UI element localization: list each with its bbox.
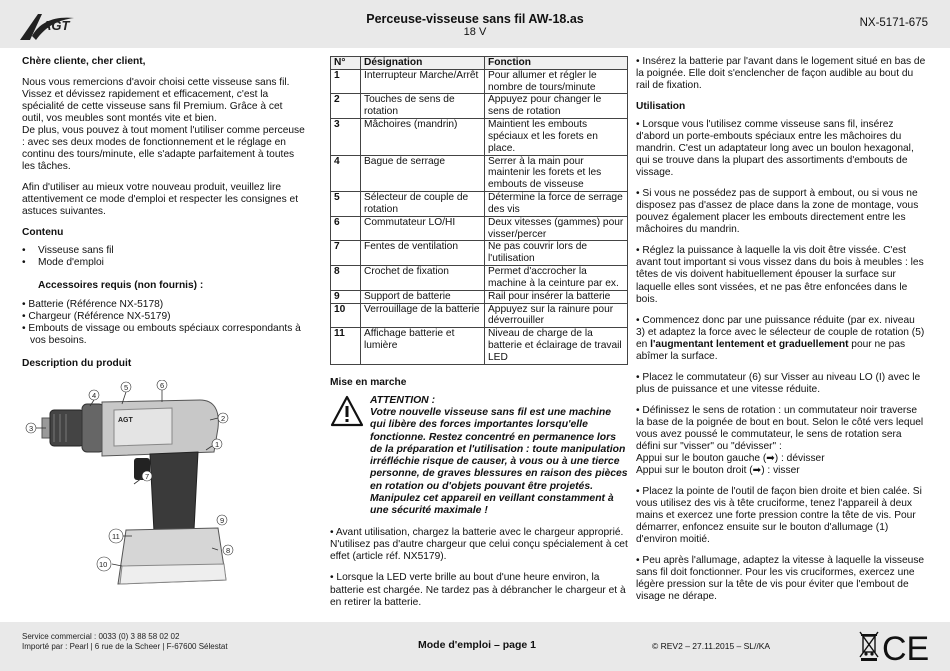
usage-paragraph-5: • Placez le commutateur (6) sur Visser au niveau LO (I) avec le plus de puissance et une vitesse réduite. — [636, 371, 921, 395]
text-span: pour ne pas abîmer la surface. — [636, 338, 906, 362]
page-title: Perceuse-visseuse sans fil AW-18.as — [366, 12, 584, 26]
utilisation-heading: Utilisation — [636, 101, 686, 113]
list-item: • Visseuse sans fil — [22, 245, 305, 257]
contents-list — [22, 245, 305, 269]
table-cell: Fentes de ventilation — [361, 241, 485, 266]
page-header — [0, 0, 950, 48]
text-span: • Commencez donc par une puissance réduite (par ex. niveau 3) et adaptez la force avec le sélecteur de couple de rotation (5) en — [636, 314, 925, 350]
warning-text-block — [370, 395, 628, 518]
table-cell: Niveau de charge de la batterie et éclairage de travail LED — [485, 328, 628, 364]
charge-paragraph: • Avant utilisation, chargez la batterie avec le chargeur approprié. N'utilisez pas d'autre chargeur que celui conçu spécialement à cet effet (article réf. NX5179). — [330, 527, 628, 563]
table-cell: Crochet de fixation — [361, 266, 485, 291]
usage-paragraph-2: • Si vous ne possédez pas de support à embout, ou si vous ne disposez pas d'assez de place dans la zone de montage, vous pouvez également placer les embouts directement entre les mâchoires du mandrin. — [636, 188, 919, 236]
table-cell: 6 — [331, 216, 361, 241]
table-cell: 11 — [331, 328, 361, 364]
callout-8: 8 — [226, 546, 231, 555]
table-cell: Serrer à la main pour maintenir les forets et les embouts de visseuse — [485, 155, 628, 191]
callout-2: 2 — [221, 414, 226, 423]
callout-6: 6 — [160, 381, 165, 390]
table-row — [331, 266, 628, 291]
table-row — [331, 328, 628, 364]
table-cell: 8 — [331, 266, 361, 291]
table-cell: Deux vitesses (gammes) pour visser/percer — [485, 216, 628, 241]
table-cell: Rail pour insérer la batterie — [485, 290, 628, 303]
emphasis-text: l'augmentant lentement et graduellement — [650, 338, 849, 350]
rotation-left-line: Appui sur le bouton gauche (➡) : dévisser — [636, 452, 825, 464]
usage-paragraph-7: • Placez la pointe de l'outil de façon bien droite et bien calée. Si vous utilisez des vis à tête cruciforme, tenez l'appareil à deux mains et exercez une forte pression contre la tête de vis. Pour démarrer, enfoncez ensuite sur le bouton d'allumage (1) d'environ moitié. — [636, 485, 922, 546]
product-reference: NX-5171-675 — [859, 17, 928, 29]
table-cell: Mâchoires (mandrin) — [361, 119, 485, 155]
intro-paragraph-1: Nous vous remercions d'avoir choisi cette visseuse sans fil. Vissez et dévissez rapidement et efficacement, c'est la spécialité de cette visseuse sans fil Premium. Grâce à cet outil, vos meubles sont montés vite et bien. — [22, 77, 290, 125]
drill-chuck — [50, 410, 84, 446]
column-right — [636, 56, 926, 612]
accessories-list — [22, 299, 305, 347]
table-cell: Bague de serrage — [361, 155, 485, 191]
revision-info: © REV2 – 27.11.2015 – SL//KA — [652, 641, 771, 651]
table-cell: 9 — [331, 290, 361, 303]
usage-paragraph-8: • Peu après l'allumage, adaptez la vitesse à laquelle la visseuse sans fil doit fonctionner. Pour les vis cruciformes, exercez une légère pression sur la tête de vis pour éviter que l'embout de visage ne dérape. — [636, 555, 925, 603]
callout-3: 3 — [29, 424, 34, 433]
brand-text: AGT — [42, 18, 70, 33]
intro-paragraph-2: De plus, vous pouvez à tout moment l'utiliser comme perceuse : avec ses deux modes de fonctionnement et le réglage en continu des tours/minute, elle s'adapte parfaitement à toutes les tâches. — [22, 125, 305, 173]
rotation-right-line: Appui sur le bouton droit (➡) : visser — [636, 464, 800, 476]
usage-paragraph-6: • Définissez le sens de rotation : un commutateur noir traverse la base de la poignée de bout en bout. Selon le côté vers lequel vous avez poussé le commutateur, le sens de rotation sera défini sur "visser" ou "dévisser" : — [636, 404, 924, 452]
led-paragraph: • Lorsque la LED verte brille au bout d'une heure environ, la batterie est chargée. Ne tardez pas à débrancher le chargeur et à en retirer la batterie. — [330, 572, 626, 608]
footer-contact — [22, 632, 228, 652]
drill-brand-label: AGT — [118, 417, 133, 424]
table-header-number: N° — [331, 57, 361, 70]
page-number: Mode d'emploi – page 1 — [418, 639, 537, 651]
table-cell: 5 — [331, 192, 361, 217]
insert-battery-paragraph: • Insérez la batterie par l'avant dans le logement situé en bas de la poignée. Elle doit s'enclencher de façon audible au bout du rail de fixation. — [636, 56, 926, 92]
table-row — [331, 216, 628, 241]
page-subtitle: 18 V — [463, 26, 487, 38]
usage-paragraph-4 — [636, 315, 926, 363]
table-cell: 3 — [331, 119, 361, 155]
column-left — [22, 56, 305, 376]
table-cell: 10 — [331, 303, 361, 328]
table-cell: 2 — [331, 94, 361, 119]
greeting: Chère cliente, cher client, — [22, 56, 146, 67]
table-row — [331, 290, 628, 303]
callout-5: 5 — [124, 383, 129, 392]
table-cell: Affichage batterie et lumière — [361, 328, 485, 364]
table-cell: 1 — [331, 69, 361, 94]
service-line: Service commercial : 0033 (0) 3 88 58 02 02 — [22, 632, 180, 641]
callout-9: 9 — [220, 516, 225, 525]
table-header-row — [331, 57, 628, 70]
callout-1: 1 — [215, 440, 220, 449]
ce-mark-icon — [882, 631, 932, 663]
table-cell: Verrouillage de la batterie — [361, 303, 485, 328]
drill-illustration — [22, 380, 240, 598]
warning-title: ATTENTION : — [370, 394, 436, 406]
column-middle — [330, 56, 628, 618]
table-cell: Sélecteur de couple de rotation — [361, 192, 485, 217]
table-row — [331, 303, 628, 328]
usage-paragraph-1: • Lorsque vous l'utilisez comme visseuse sans fil, insérez d'abord un porte-embouts spéciaux entre les mâchoires du mandrin. C'est un adaptateur long avec un boulon hexagonal, qui se trouve dans la plupart des assortiments d'embouts de vissage. — [636, 119, 914, 179]
list-item: • Batterie (Référence NX-5178) — [22, 298, 164, 310]
table-cell: Détermine la force de serrage des vis — [485, 192, 628, 217]
callout-10: 10 — [99, 560, 108, 569]
description-heading: Description du produit — [22, 357, 132, 369]
table-cell: Maintient les embouts spéciaux et les forets en place. — [485, 119, 628, 155]
page-footer — [0, 622, 950, 671]
table-row — [331, 155, 628, 191]
usage-paragraph-3: • Réglez la puissance à laquelle la vis doit être vissée. C'est avant tout important si vous vissez dans du bois à meubles : les têtes de vis doivent habituellement épouser la surface sur laquelle elles sont vissées, et ne pas être enfoncées dans le bois. — [636, 245, 924, 305]
table-row — [331, 119, 628, 155]
table-cell: Appuyez pour changer le sens de rotation — [485, 94, 628, 119]
list-item: • Mode d'emploi — [22, 257, 305, 269]
table-cell: Appuyez sur la rainure pour déverrouiller — [485, 303, 628, 328]
table-row — [331, 69, 628, 94]
table-cell: Pour allumer et régler le nombre de tours/minute — [485, 69, 628, 94]
drill-handle — [150, 452, 198, 532]
parts-table — [330, 56, 628, 365]
contents-heading: Contenu — [22, 227, 64, 239]
table-row — [331, 241, 628, 266]
table-cell: Support de batterie — [361, 290, 485, 303]
table-cell: Touches de sens de rotation — [361, 94, 485, 119]
warning-block — [330, 395, 628, 518]
table-header-designation: Désignation — [361, 57, 485, 70]
table-cell: Ne pas couvrir lors de l'utilisation — [485, 241, 628, 266]
importer-line: Importé par : Pearl | 6 rue de la Scheer | F-67600 Sélestat — [22, 642, 228, 651]
list-item: • Embouts de vissage ou embouts spéciaux correspondants à vos besoins. — [22, 322, 301, 346]
callout-11: 11 — [112, 532, 120, 541]
table-cell: Interrupteur Marche/Arrêt — [361, 69, 485, 94]
table-cell: Commutateur LO/HI — [361, 216, 485, 241]
torque-ring — [82, 404, 104, 452]
table-cell: Permet d'accrocher la machine à la ceinture par ex. — [485, 266, 628, 291]
warning-body: Votre nouvelle visseuse sans fil est une machine qui libère des forces importantes lorsqu'elle fonctionne. Restez concentré en permanence lors de la préparation et l'utilisation : toute manipulation irréfléchie risque de causer, à vous ou à une tierce personne, de graves blessures en raison des pièces en rotation ou d'objets pouvant être projetés. Manipulez cet appareil en veillant constamment à une sécurité maximale ! — [370, 407, 628, 517]
table-header-function: Fonction — [485, 57, 628, 70]
callout-7: 7 — [145, 472, 150, 481]
accessories-heading: Accessoires requis (non fournis) : — [38, 280, 204, 292]
warning-triangle-icon — [330, 395, 364, 427]
table-cell: 4 — [331, 155, 361, 191]
table-cell: 7 — [331, 241, 361, 266]
weee-bin-icon — [858, 630, 880, 662]
mise-en-marche-heading: Mise en marche — [330, 376, 407, 388]
table-row — [331, 94, 628, 119]
ce-mark-text: CE — [882, 631, 930, 663]
callout-4: 4 — [92, 391, 97, 400]
intro-paragraph-3: Afin d'utiliser au mieux votre nouveau produit, veuillez lire attentivement ce mode d'emploi et respecter les consignes et astuces suivantes. — [22, 182, 299, 218]
list-item: • Chargeur (Référence NX-5179) — [22, 310, 171, 322]
table-row — [331, 192, 628, 217]
